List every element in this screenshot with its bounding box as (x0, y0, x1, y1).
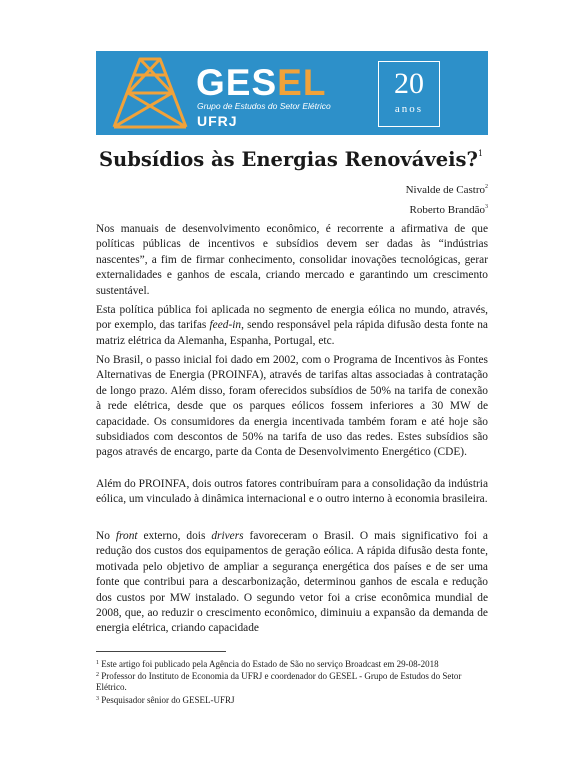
footnote: $^3$ Pesquisador sênior do GESEL-UFRJ (96, 695, 235, 705)
anniversary-number: 20 (394, 67, 424, 100)
article-title: Subsídios às Energias Renováveis?$^1$ (98, 148, 484, 171)
header-banner (96, 51, 488, 135)
body-paragraph: No front externo, dois drivers favoreceram o Brasil. O mais significativo foi a redução dos custos dos equipamentos de geração eólica. A rápida difusão desta fonte, motivada pelo objetivo de ampliar a segurança energética dos países e de ser uma fonte que contribui para a descarbonização, determinou ganhos de escala e redução dos custos por MW instalado. O segundo vetor foi a crise econômica mundial de 2008, que, ao reduzir o crescimento econômico, diminuiu a expansão da demanda de energia elétrica, criando capacidade (96, 530, 488, 635)
gesel-wordmark: GESEL (196, 62, 327, 103)
brand-subtitle: Grupo de Estudos do Setor Elétrico (197, 101, 331, 111)
institution-label: UFRJ (197, 113, 238, 129)
footnote: $^1$ Este artigo foi publicado pela Agência do Estado de São no serviço Broadcast em 29-08-2018 (96, 659, 439, 669)
footnote-separator (96, 651, 226, 652)
title-footnote-marker: 1 (477, 149, 484, 158)
anniversary-badge (378, 61, 440, 127)
body-paragraph: Nos manuais de desenvolvimento econômico, é recorrente a afirmativa de que políticas públicas de incentivos e subsídios devem ser dadas às “indústrias nascentes”, a fim de firmar conhecimento, consolidar inovações tecnológicas, gerar externalidades e ganhos de escala, criando mercado e garantindo um crescimento sustentável. (96, 223, 488, 297)
anniversary-label: anos (394, 103, 424, 115)
author-name: Nivalde de Castro$^2$ (405, 184, 488, 196)
transmission-tower-logo (110, 55, 190, 131)
body-paragraph: No Brasil, o passo inicial foi dado em 2002, com o Programa de Incentivos às Fontes Alternativas de Energia (PROINFA), através de tarifas altas associadas à contratação de longo prazo. Além disso, foram oferecidos subsídios de 50% na tarifa de conexão à rede elétrica, desde que os parques eólicos fossem inferiores a 30 MW de capacidade. Os consumidores da energia incentivada também foram e até hoje são subsidiados com descontos de 50% na tarifa de uso das redes. Estes subsídios são pagos através de encargo, parte da Conta de Desenvolvimento Energético (CDE). (96, 354, 488, 459)
footnote: $^2$ Professor do Instituto de Economia da UFRJ e coordenador do GESEL - Grupo de Estudos do Setor Elétrico. (96, 671, 462, 692)
body-paragraph: Esta política pública foi aplicada no segmento de energia eólica no mundo, através, por exemplo, das tarifas feed-in, sendo responsável pela rápida difusão desta fonte na matriz elétrica da Alemanha, Espanha, Portugal, etc. (96, 304, 488, 347)
body-paragraph: Além do PROINFA, dois outros fatores contribuíram para a consolidação da indústria eólica, um vinculado à dinâmica internacional e o outro interno à economia brasileira. (96, 478, 488, 506)
author-name: Roberto Brandão$^3$ (409, 204, 488, 216)
